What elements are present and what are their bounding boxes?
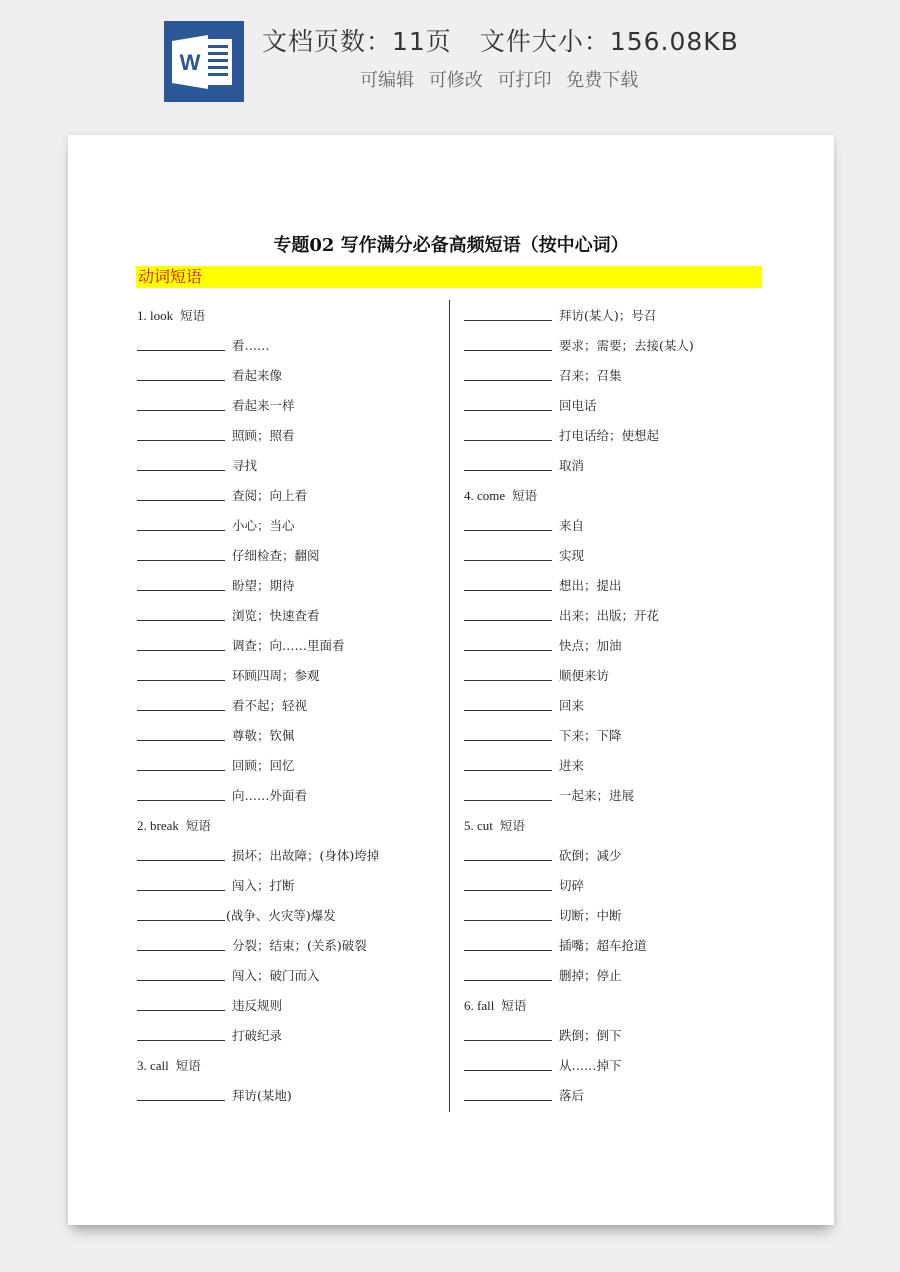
phrase-meaning: 寻找 [232,458,258,473]
phrase-meaning: 进来 [559,758,585,773]
answer-blank[interactable] [464,575,552,591]
phrase-item [137,515,437,545]
phrase-meaning: 闯入；破门而入 [232,968,320,983]
answer-blank[interactable] [464,665,552,681]
phrase-meaning: 砍倒；减少 [559,848,622,863]
answer-blank[interactable] [464,755,552,771]
answer-blank[interactable] [137,605,225,621]
phrase-item [137,545,437,575]
phrase-item [137,995,437,1025]
phrase-item [137,845,437,875]
answer-blank[interactable] [464,905,552,921]
answer-blank[interactable] [137,875,225,891]
feature-printable: 可打印 [497,70,552,91]
phrase-meaning: 查阅；向上看 [232,488,308,503]
phrase-meaning: 召来；召集 [559,368,622,383]
answer-blank[interactable] [137,545,225,561]
phrase-meaning: 拜访(某地) [232,1088,292,1103]
answer-blank[interactable] [137,515,225,531]
answer-blank[interactable] [464,365,552,381]
phrase-meaning: 浏览；快速查看 [232,608,320,623]
phrase-item [464,455,764,485]
answer-blank[interactable] [464,545,552,561]
answer-blank[interactable] [137,695,225,711]
phrase-item [464,545,764,575]
phrase-group-label: 5. cut [464,818,493,833]
phrase-item [137,725,437,755]
phrase-meaning: 分裂；结束；(关系)破裂 [232,938,367,953]
answer-blank[interactable] [137,365,225,381]
phrase-group-heading [464,485,764,515]
phrase-item [464,635,764,665]
page-count: 文档页数：11页 [262,27,452,56]
answer-blank[interactable] [137,725,225,741]
phrase-meaning: 违反规则 [232,998,283,1013]
answer-blank[interactable] [137,965,225,981]
phrase-item [137,365,437,395]
phrase-group-heading [137,1055,437,1085]
answer-blank[interactable] [464,935,552,951]
word-document-icon [164,21,244,102]
phrase-item [464,845,764,875]
phrase-item [464,725,764,755]
phrase-item [137,395,437,425]
answer-blank[interactable] [137,635,225,651]
phrase-item [464,935,764,965]
section-title: 动词短语 [138,267,203,286]
answer-blank[interactable] [137,935,225,951]
phrase-meaning: 打破纪录 [232,1028,283,1043]
answer-blank[interactable] [464,635,552,651]
answer-blank[interactable] [464,965,552,981]
phrase-group-heading [464,995,764,1025]
phrase-item [137,485,437,515]
phrase-group-heading [137,305,437,335]
phrase-meaning: 想出；提出 [559,578,622,593]
phrase-item [464,965,764,995]
phrase-meaning: 快点；加油 [559,638,622,653]
phrase-group-label: 2. break [137,818,179,833]
answer-blank[interactable] [464,1025,552,1041]
file-stats [262,22,739,58]
phrase-item [137,1085,437,1115]
phrase-item [137,575,437,605]
phrase-group-suffix: 短语 [499,818,525,833]
phrase-item [464,665,764,695]
phrase-item [464,515,764,545]
phrase-meaning: 顺便来访 [559,668,610,683]
answer-blank[interactable] [464,1055,552,1071]
phrase-item [137,905,437,935]
phrase-meaning: 环顾四周；参观 [232,668,320,683]
answer-blank[interactable] [464,425,552,441]
phrase-item [137,935,437,965]
answer-blank[interactable] [137,485,225,501]
left-column [137,305,437,1115]
phrase-item [464,395,764,425]
phrase-group-label: 1. look [137,308,174,323]
file-size: 文件大小：156.08KB [479,27,739,56]
phrase-meaning: 仔细检查；翻阅 [232,548,320,563]
answer-blank[interactable] [137,335,225,351]
phrase-item [137,695,437,725]
phrase-group-label: 4. come [464,488,506,503]
phrase-meaning: 看不起；轻视 [232,698,308,713]
phrase-meaning: 盼望；期待 [232,578,295,593]
phrase-item [464,1025,764,1055]
phrase-group-suffix: 短语 [512,488,538,503]
phrase-meaning: 看起来像 [232,368,283,383]
answer-blank[interactable] [137,785,225,801]
phrase-group-suffix: 短语 [185,818,211,833]
phrase-item [464,425,764,455]
phrase-item [464,755,764,785]
section-header [136,266,762,288]
answer-blank[interactable] [464,875,552,891]
phrase-meaning: 闯入；打断 [232,878,295,893]
download-info-header [0,0,900,120]
phrase-item [464,905,764,935]
phrase-meaning: 一起来；进展 [559,788,635,803]
answer-blank[interactable] [464,725,552,741]
answer-blank[interactable] [137,665,225,681]
phrase-meaning: 取消 [559,458,585,473]
phrase-group-label: 6. fall [464,998,495,1013]
phrase-meaning: 打电话给；使想起 [559,428,660,443]
phrase-meaning: 看…… [232,338,270,353]
answer-blank[interactable] [464,515,552,531]
answer-blank[interactable] [137,755,225,771]
phrase-meaning: 从……掉下 [559,1058,622,1073]
phrase-meaning: 看起来一样 [232,398,295,413]
phrase-meaning: 回顾；回忆 [232,758,295,773]
phrase-item [137,785,437,815]
phrase-item [137,755,437,785]
answer-blank[interactable] [464,305,552,321]
phrase-item [464,875,764,905]
phrase-group-suffix: 短语 [175,1058,201,1073]
phrase-item [464,365,764,395]
answer-blank[interactable] [137,425,225,441]
feature-editable: 可编辑 [360,70,414,91]
phrase-meaning: 回电话 [559,398,597,413]
answer-blank[interactable] [137,995,225,1011]
answer-blank[interactable] [464,395,552,411]
answer-blank[interactable] [137,455,225,471]
phrase-item [464,785,764,815]
phrase-item [464,605,764,635]
phrase-item [464,335,764,365]
phrase-meaning: 要求；需要；去接(某人) [559,338,694,353]
phrase-meaning: 切碎 [559,878,585,893]
phrase-meaning: 落后 [559,1088,585,1103]
phrase-group-heading [137,815,437,845]
phrase-group-suffix: 短语 [180,308,206,323]
answer-blank[interactable] [137,905,225,921]
phrase-meaning: 实现 [559,548,585,563]
column-divider [449,300,450,1112]
phrase-meaning: 拜访(某人)；号召 [559,308,657,323]
answer-blank[interactable] [464,605,552,621]
answer-blank[interactable] [464,335,552,351]
phrase-item [464,695,764,725]
word-logo-letter: W [179,50,201,75]
feature-free-download: 免费下载 [566,70,639,91]
phrase-item [137,635,437,665]
right-column [464,305,764,1115]
phrase-meaning: 小心；当心 [232,518,295,533]
phrase-item [464,1085,764,1115]
document-page [68,135,834,1225]
phrase-group-suffix: 短语 [501,998,527,1013]
phrase-meaning: 删掉；停止 [559,968,622,983]
phrase-meaning: 跌倒；倒下 [559,1028,622,1043]
feature-list [360,66,647,92]
phrase-item [137,425,437,455]
phrase-group-heading [464,815,764,845]
phrase-meaning: (战争、火灾等)爆发 [226,908,336,923]
answer-blank[interactable] [137,395,225,411]
phrase-meaning: 回来 [559,698,585,713]
answer-blank[interactable] [137,1025,225,1041]
feature-modifiable: 可修改 [428,70,483,91]
phrase-item [464,1055,764,1085]
phrase-item [464,305,764,335]
phrase-group-label: 3. call [137,1058,169,1073]
answer-blank[interactable] [464,785,552,801]
answer-blank[interactable] [137,575,225,591]
phrase-meaning: 切断；中断 [559,908,622,923]
phrase-meaning: 尊敬；钦佩 [232,728,295,743]
answer-blank[interactable] [137,1085,225,1101]
phrase-item [464,575,764,605]
phrase-item [137,1025,437,1055]
phrase-meaning: 下来；下降 [559,728,622,743]
phrase-meaning: 照顾；照看 [232,428,295,443]
answer-blank[interactable] [464,455,552,471]
phrase-item [137,335,437,365]
phrase-item [137,665,437,695]
phrase-meaning: 损坏；出故障；(身体)垮掉 [232,848,380,863]
answer-blank[interactable] [464,695,552,711]
phrase-meaning: 向……外面看 [232,788,308,803]
document-title: 专题02 写作满分必备高频短语（按中心词） [273,235,629,256]
phrase-item [137,965,437,995]
phrase-item [137,875,437,905]
phrase-meaning: 出来；出版；开花 [559,608,660,623]
phrase-meaning: 调查；向……里面看 [232,638,345,653]
phrase-item [137,455,437,485]
answer-blank[interactable] [464,845,552,861]
phrase-meaning: 来自 [559,518,585,533]
phrase-item [137,605,437,635]
phrase-meaning: 插嘴；超车抢道 [559,938,647,953]
answer-blank[interactable] [137,845,225,861]
answer-blank[interactable] [464,1085,552,1101]
